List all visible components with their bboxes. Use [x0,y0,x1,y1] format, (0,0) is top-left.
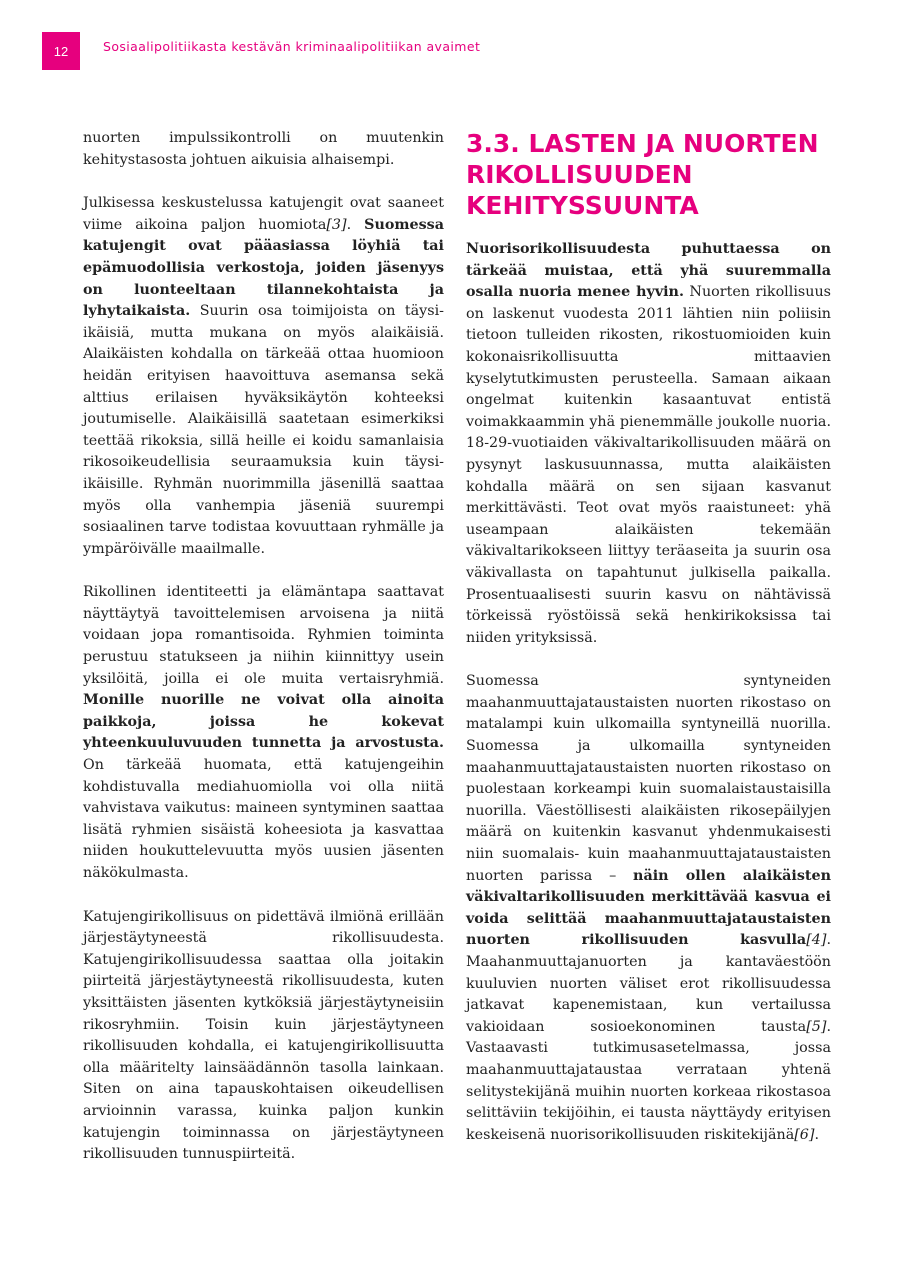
citation-ref: [4] [806,932,827,949]
citation-ref: [3] [326,216,347,233]
section-heading: 3.3. LASTEN JA NUORTEN RIKOLLISUUDEN KEHITYSSUUNTA [466,129,819,220]
running-header-title: Sosiaalipolitiikasta kestävän kriminaalipolitiikan avaimet [103,39,481,54]
citation-ref: [5] [806,1018,827,1035]
paragraph: Julkisessa keskustelussa katujengit ovat saaneet viime aikoina paljon huomiota[3]. Suomessa katujengit ovat pääasiassa löyhiä tai epämuodollisia verkostoja, joiden jäsenyys on luonteeltaan tilannekohtaista ja lyhytaikaista. Suurin osa toimijoista on täysi-ikäisiä, mutta mukana on myös alaikäisiä. Alaikäisten kohdalla on tärkeää ottaa huomioon heidän erityisen haavoittuva asemansa sekä alttius erilaisen hyväksikäytön kohteeksi joutumiselle. Alaikäisillä saatetaan esimerkiksi teettää rikoksia, sillä heille ei koidu samanlaisia rikosoikeudellisia seuraamuksia kuin täysi-ikäisille. Ryhmän nuorimmilla jäsenillä saattaa myös olla vanhempia jäseniä suurempi sosiaalinen tarve todistaa kovuuttaan ryhmälle ja ympäröivälle maailmalle. [83,195,444,557]
emphasis: Suomessa katujengit ovat pääasiassa löyhiä tai epämuodollisia verkostoja, joiden jäsenyys on luonteeltaan tilannekohtaista ja lyhytaikaista. [83,216,444,320]
page-number-badge: 12 [42,32,80,70]
paragraph: Rikollinen identiteetti ja elämäntapa saattavat näyttäytyä tavoittelemisen arvoisena ja niitä voidaan jopa romantisoida. Ryhmien toiminta perustuu statukseen ja niihin kiinnittyy usein yksilöitä, joilla ei ole muita vertaisryhmiä. Monille nuorille ne voivat olla ainoita paikkoja, joissa he kokevat yhteenkuuluvuuden tunnetta ja arvostusta. On tärkeää huomata, että katujengeihin kohdistuvalla mediahuomiolla voi olla niitä vahvistava vaikutus: maineen syntyminen saattaa lisätä ryhmien sisäistä koheesiota ja kasvattaa niiden houkuttelevuutta myös uusien jäsenten näkökulmasta. [83,584,444,881]
paragraph: Nuorisorikollisuudesta puhuttaessa on tärkeää muistaa, että yhä suuremmalla osalla nuoria menee hyvin. Nuorten rikollisuus on laskenut vuodesta 2011 lähtien niin poliisin tietoon tulleiden rikosten, rikostuomioiden kuin kokonaisrikollisuutta mittaavien kyselytutkimusten perusteella. Samaan aikaan ongelmat kuitenkin kasaantuvat entistä voimakkaammin yhä pienemmälle joukolle nuoria. 18-29-vuotiaiden väkivaltarikollisuuden määrä on pysynyt laskusuunnassa, mutta alaikäisten kohdalla määrä on sen sijaan kasvanut merkittävästi. Teot ovat myös raaistuneet: yhä useampaan alaikäisten tekemään väkivaltarikokseen liittyy teräaseita ja suurin osa väkivallasta on tapahtunut julkisella paikalla. Prosentuaalisesti suurin kasvu on nähtävissä törkeissä ryöstöissä sekä henkirikoksissa tai niiden yrityksissä. [466,241,831,646]
citation-ref: [6] [794,1126,815,1143]
left-column [83,128,444,1188]
emphasis: Monille nuorille ne voivat olla ainoita paikkoja, joissa he kokevat yhteenkuuluvuuden tunnetta ja arvostusta. [83,692,444,752]
paragraph: Katujengirikollisuus on pidettävä ilmiönä erillään järjestäytyneestä rikollisuudesta. Katujengirikollisuudessa saattaa olla joitakin piirteitä järjestäytyneestä rikollisuudesta, kuten yksittäisten jäsenten kytköksiä järjestäytyneisiin rikosryhmiin. Toisin kuin järjestäytyneen rikollisuuden kohdalla, ei katujengirikollisuutta olla määritelty lainsäädännön tasolla lainkaan. Siten on aina tapauskohtaisen oikeudellisen arvioinnin varassa, kuinka paljon kunkin katujengin toiminnassa on järjestäytyneen rikollisuuden tunnuspiirteitä. [83,908,444,1163]
emphasis: näin ollen alaikäisten väkivaltarikollisuuden merkittävää kasvua ei voida selittää maahanmuuttajataustaisten nuorten rikollisuuden kasvulla [466,867,831,949]
paragraph: nuorten impulssikontrolli on muutenkin kehitystasosta johtuen aikuisia alhaisempi. [83,130,444,168]
right-column [466,128,831,1168]
emphasis: Nuorisorikollisuudesta puhuttaessa on tärkeää muistaa, että yhä suuremmalla osalla nuoria menee hyvin. [466,241,831,301]
paragraph: Suomessa syntyneiden maahanmuuttajataustaisten nuorten rikostaso on matalampi kuin ulkomailla syntyneillä nuorilla. Suomessa ja ulkomailla syntyneiden maahanmuuttajataustaisten nuorten rikostaso on puolestaan korkeampi kuin suomalaistaustaisilla nuorilla. Väestöllisesti alaikäisten rikosepäilyjen määrä on kuitenkin kasvanut yhdenmukaisesti niin suomalais- kuin maahanmuuttajataustaisten nuorten parissa – näin ollen alaikäisten väkivaltarikollisuuden merkittävää kasvua ei voida selittää maahanmuuttajataustaisten nuorten rikollisuuden kasvulla[4]. Maahanmuuttajanuorten ja kantaväestöön kuuluvien nuorten väliset erot rikollisuudessa jatkavat kapenemistaan, kun vertailussa vakioidaan sosioekonominen tausta[5]. Vastaavasti tutkimusasetelmassa, jossa maahanmuuttajataustaa verrataan yhtenä selitystekijänä muihin nuorten korkeaa rikostasoa selittäviin tekijöihin, ei tausta näyttäydy erityisen keskeisenä nuorisorikollisuuden riskitekijänä[6]. [466,673,831,1143]
